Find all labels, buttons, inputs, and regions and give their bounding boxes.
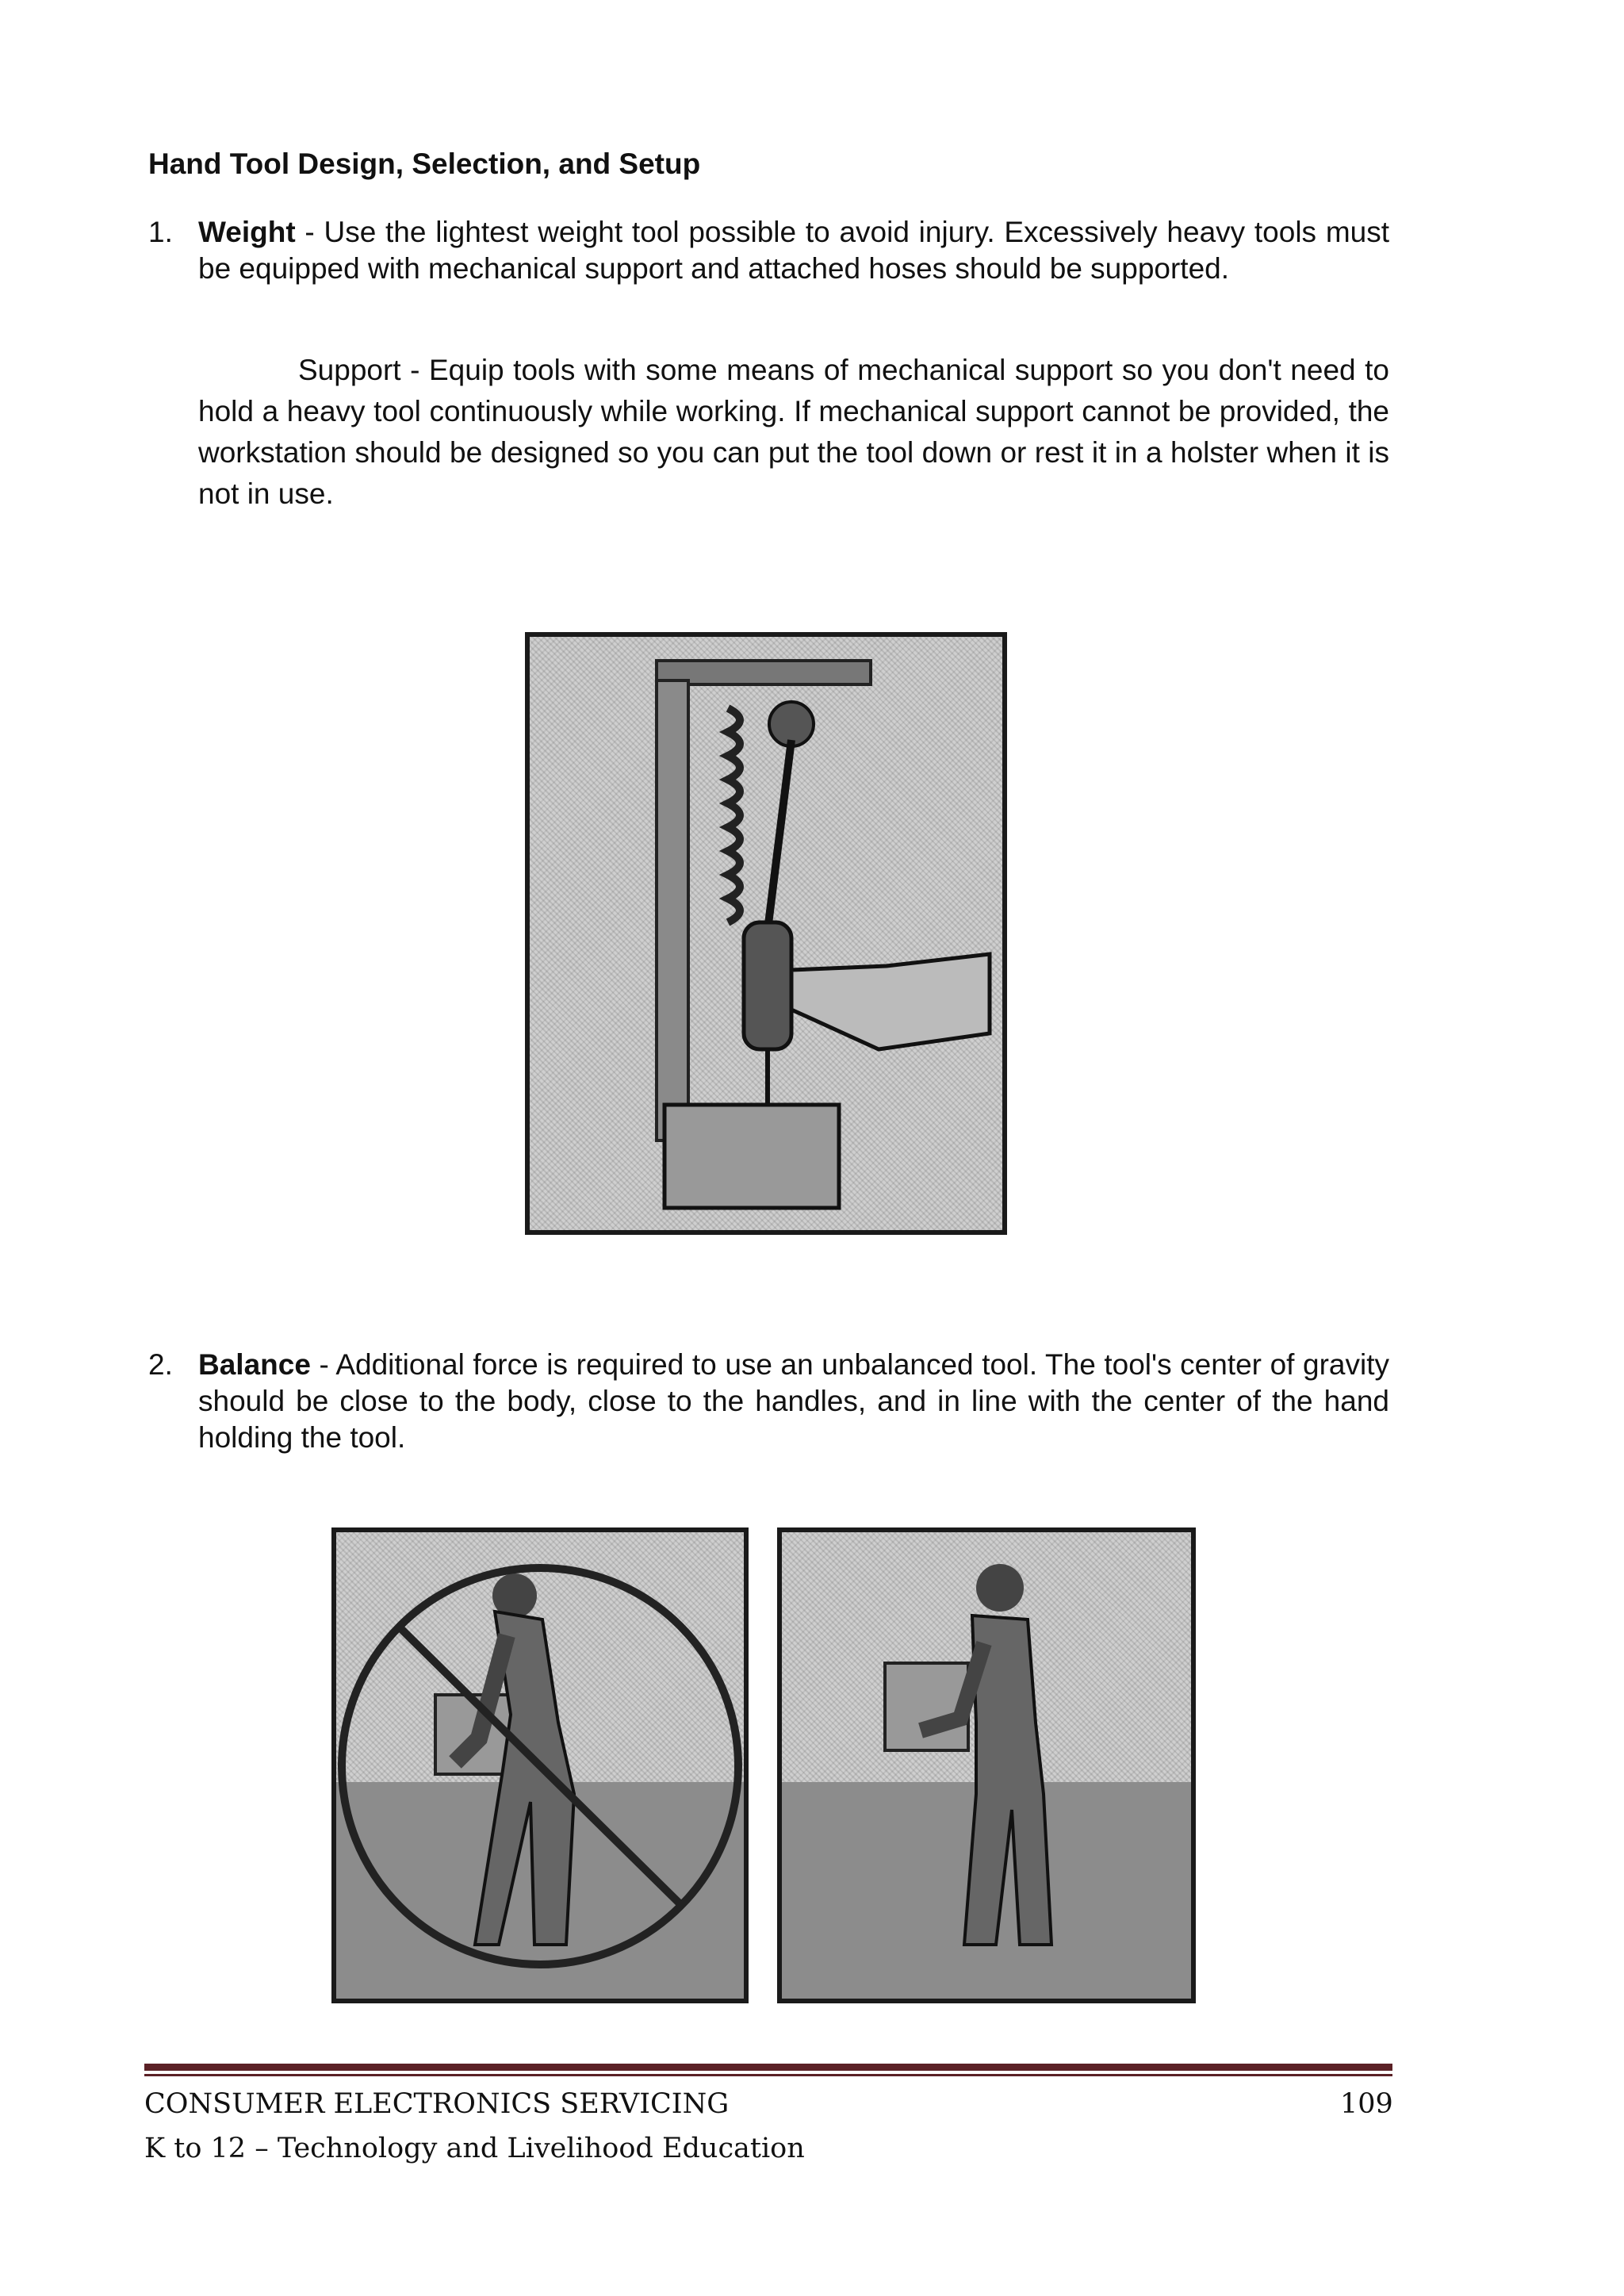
unbalanced-lift-illustration bbox=[331, 1527, 749, 2003]
page-number: 109 bbox=[1340, 2088, 1393, 2120]
list-number: 1. bbox=[148, 216, 173, 248]
correct-posture-drawing bbox=[782, 1532, 1191, 1999]
list-text bbox=[198, 214, 1389, 287]
footer-rule bbox=[144, 2064, 1392, 2071]
list-item-weight bbox=[148, 214, 1389, 287]
list-term: Balance bbox=[198, 1348, 311, 1381]
section-heading: Hand Tool Design, Selection, and Setup bbox=[148, 148, 701, 180]
balanced-lift-illustration bbox=[777, 1527, 1196, 2003]
support-paragraph: Support - Equip tools with some means of mechanical support so you don't need to hold a heavy tool continuously while working. If mechanical support cannot be provided, the workstation should be designed so you can put the tool down or rest it in a holster when it is not in use. bbox=[198, 354, 1389, 510]
incorrect-posture-drawing bbox=[336, 1532, 744, 1999]
footer-rule-thin bbox=[144, 2074, 1392, 2076]
tool-support-illustration bbox=[525, 632, 1007, 1235]
list-description: - Additional force is required to use an unbalanced tool. The tool's center of gravity should be close to the body, close to the handles, and in line with the center of the hand holding the tool. bbox=[198, 1348, 1389, 1454]
list-item-balance bbox=[148, 1347, 1389, 1456]
footer-title: CONSUMER ELECTRONICS SERVICING bbox=[144, 2088, 730, 2120]
drill-on-stand-drawing bbox=[530, 637, 1002, 1230]
list-number: 2. bbox=[148, 1348, 173, 1381]
list-text bbox=[198, 1347, 1389, 1456]
footer bbox=[144, 2082, 805, 2171]
list-term: Weight bbox=[198, 216, 296, 248]
list-description: - Use the lightest weight tool possible to avoid injury. Excessively heavy tools must be equipped with mechanical support and attached hoses should be supported. bbox=[198, 216, 1389, 285]
footer-subtitle: K to 12 – Technology and Livelihood Education bbox=[144, 2133, 805, 2164]
